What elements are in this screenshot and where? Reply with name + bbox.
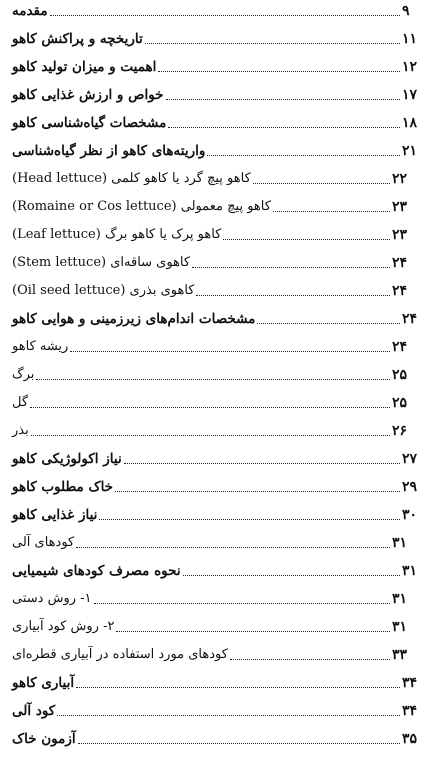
- toc-row: [10, 0, 424, 20]
- dot-leader: [57, 715, 400, 716]
- toc-row: [10, 666, 424, 692]
- toc-entry-title: مقدمه: [12, 3, 48, 19]
- toc-page-number: ۲۳: [392, 227, 408, 243]
- toc-row: [10, 50, 424, 76]
- toc-row: [10, 414, 414, 440]
- toc-row: [10, 134, 424, 160]
- toc-page-number: ۳۱: [392, 619, 408, 635]
- toc-page-number: ۲۹: [402, 479, 418, 495]
- dot-leader: [223, 239, 390, 240]
- toc-page-number: ۲۶: [392, 423, 408, 439]
- dot-leader: [31, 435, 390, 436]
- toc-page-number: ۳۴: [402, 675, 418, 691]
- dot-leader: [273, 211, 390, 212]
- toc-entry-title: تاریخچه و پراکنش کاهو: [12, 31, 143, 47]
- toc-row: [10, 470, 424, 496]
- toc-entry-title: کودهای آلی: [12, 535, 75, 550]
- toc-row: [10, 302, 424, 328]
- toc-row: [10, 358, 414, 384]
- toc-entry-title: کاهو پرک یا کاهو برگ (Leaf lettuce): [12, 227, 222, 242]
- toc-page-number: ۳۱: [392, 535, 408, 551]
- dot-leader: [36, 379, 390, 380]
- toc-page-number: ۲۴: [392, 255, 408, 271]
- toc-page-number: ۲۴: [402, 311, 418, 327]
- toc-row: [10, 190, 414, 216]
- toc-page-number: ۳۴: [402, 703, 418, 719]
- toc-entry-title: کاهو پیچ گرد یا کاهو کلمی (Head lettuce): [12, 171, 251, 186]
- toc-page-number: ۲۷: [402, 451, 418, 467]
- toc-page-number: ۳۱: [402, 563, 418, 579]
- toc-entry-title: مشخصات گیاه‌شناسی کاهو: [12, 115, 167, 131]
- toc-entry-title: کود آلی: [12, 703, 56, 719]
- toc-row: [10, 386, 414, 412]
- toc-page-number: ۲۵: [392, 367, 408, 383]
- toc-page-number: ۲۲: [392, 171, 408, 187]
- dot-leader: [94, 603, 390, 604]
- toc-page-number: ۱۲: [402, 59, 418, 75]
- dot-leader: [116, 631, 390, 632]
- toc-entry-title: ۲- روش کود آبیاری: [12, 619, 115, 634]
- toc-row: [10, 638, 414, 664]
- toc-entry-title: آبیاری کاهو: [12, 675, 75, 691]
- toc-row: [10, 106, 424, 132]
- dot-leader: [192, 267, 390, 268]
- toc-entry-title: واریته‌های کاهو از نظر گیاه‌شناسی: [12, 143, 206, 159]
- toc-row: [10, 694, 424, 720]
- toc-entry-title: خواص و ارزش غذایی کاهو: [12, 87, 164, 103]
- dot-leader: [115, 491, 400, 492]
- toc-page-number: ۳۳: [392, 647, 408, 663]
- toc-entry-title: آزمون خاک: [12, 731, 76, 747]
- toc-entry-title: اهمیت و میزان تولید کاهو: [12, 59, 157, 75]
- toc-page-number: ۲۳: [392, 199, 408, 215]
- dot-leader: [230, 659, 390, 660]
- dot-leader: [166, 99, 400, 100]
- toc-entry-title: برگ: [12, 367, 35, 382]
- toc-entry-title: مشخصات اندام‌های زیرزمینی و هوایی کاهو: [12, 311, 256, 327]
- toc-row: [10, 274, 414, 300]
- toc-row: [10, 442, 424, 468]
- toc-page-number: ۱۱: [402, 31, 418, 47]
- toc-entry-title: خاک مطلوب کاهو: [12, 479, 114, 495]
- toc-entry-title: نحوه مصرف کودهای شیمیایی: [12, 563, 181, 579]
- toc-row: [10, 722, 424, 748]
- dot-leader: [168, 127, 400, 128]
- toc-page-number: ۲۱: [402, 143, 418, 159]
- toc-entry-title: کاهو پیچ معمولی (Romaine or Cos lettuce): [12, 199, 271, 214]
- toc-page-number: ۱۷: [402, 87, 418, 103]
- toc-page-number: ۹: [402, 3, 410, 19]
- toc-row: [10, 78, 424, 104]
- toc-row: [10, 498, 424, 524]
- toc-row: [10, 582, 414, 608]
- toc-entry-title: بذر: [12, 423, 29, 438]
- toc-entry-title: کودهای مورد استفاده در آبیاری قطره‌ای: [12, 647, 228, 662]
- dot-leader: [183, 575, 400, 576]
- toc-entry-title: ۱- روش دستی: [12, 591, 92, 606]
- toc-row: [10, 218, 414, 244]
- dot-leader: [253, 183, 390, 184]
- toc-page-number: ۲۴: [392, 283, 408, 299]
- toc-entry-title: نیاز اکولوژیکی کاهو: [12, 451, 122, 467]
- toc-entry-title: نیاز غذایی کاهو: [12, 507, 98, 523]
- toc-row: [10, 22, 424, 48]
- dot-leader: [50, 15, 400, 16]
- toc-row: [10, 526, 414, 552]
- toc-page-number: ۳۵: [402, 731, 418, 747]
- dot-leader: [76, 547, 390, 548]
- toc-entry-title: گل: [12, 395, 29, 410]
- dot-leader: [70, 351, 390, 352]
- toc-page-number: ۳۰: [402, 507, 418, 523]
- dot-leader: [99, 519, 400, 520]
- dot-leader: [78, 743, 400, 744]
- toc-page-number: ۲۵: [392, 395, 408, 411]
- toc-row: [10, 554, 424, 580]
- toc-entry-title: ریشه کاهو: [12, 339, 69, 354]
- dot-leader: [207, 155, 400, 156]
- dot-leader: [196, 295, 390, 296]
- dot-leader: [124, 463, 400, 464]
- toc-row: [10, 246, 414, 272]
- dot-leader: [76, 687, 400, 688]
- dot-leader: [30, 407, 390, 408]
- dot-leader: [257, 323, 400, 324]
- toc-row: [10, 330, 414, 356]
- dot-leader: [145, 43, 400, 44]
- toc-row: [10, 610, 414, 636]
- dot-leader: [158, 71, 400, 72]
- toc-row: [10, 162, 414, 188]
- toc-page-number: ۱۸: [402, 115, 418, 131]
- toc-page-number: ۲۴: [392, 339, 408, 355]
- toc-entry-title: کاهوی بذری (Oil seed lettuce): [12, 283, 195, 298]
- toc-page-number: ۳۱: [392, 591, 408, 607]
- toc-entry-title: کاهوی ساقه‌ای (Stem lettuce): [12, 255, 191, 270]
